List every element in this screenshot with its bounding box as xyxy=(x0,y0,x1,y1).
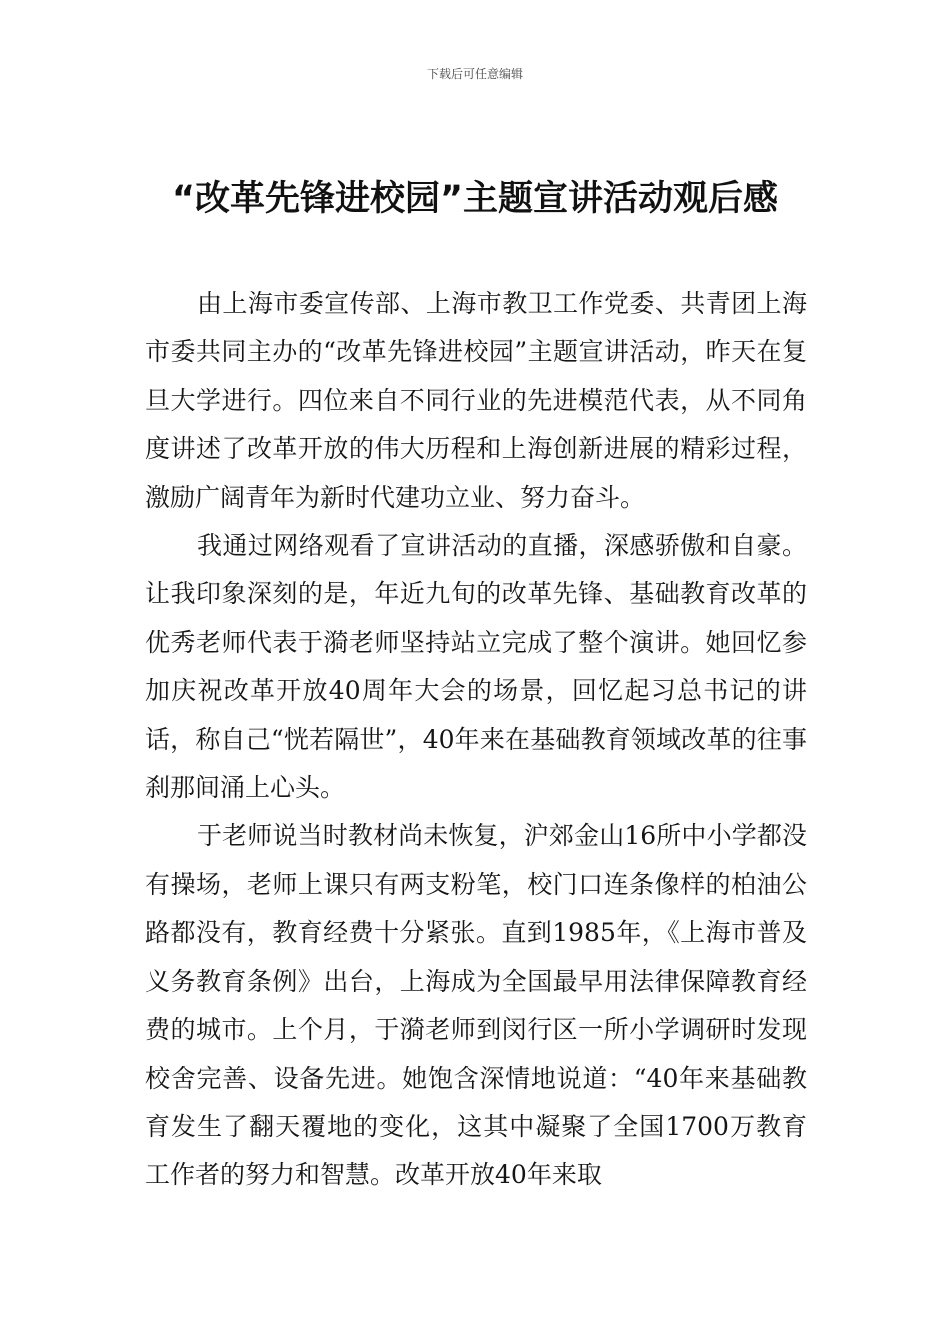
paragraph-1: 由上海市委宣传部、上海市教卫工作党委、共青团上海市委共同主办的“改革先锋进校园”主题宣讲活动，昨天在复旦大学进行。四位来自不同行业的先进模范代表，从不同角度讲述了改革开放的伟大历程和上海创新进展的精彩过程，激励广阔青年为新时代建功立业、努力奋斗。 xyxy=(145,289,807,512)
document-title: “改革先锋进校园”主题宣讲活动观后感 xyxy=(171,179,778,219)
paragraph-2: 我通过网络观看了宣讲活动的直播，深感骄傲和自豪。让我印象深刻的是，年近九旬的改革先锋、基础教育改革的优秀老师代表于漪老师坚持站立完成了整个演讲。她回忆参加庆祝改革开放40周年大会的场景，回忆起习总书记的讲话，称自己“恍若隔世”，40年来在基础教育领域改革的往事刹那间涌上心头。 xyxy=(145,531,807,803)
header-note: 下载后可任意编辑 xyxy=(426,67,523,81)
document-body xyxy=(145,280,807,1200)
paragraph-3: 于老师说当时教材尚未恢复，沪郊金山16所中小学都没有操场，老师上课只有两支粉笔，校门口连条像样的柏油公路都没有，教育经费十分紧张。直到1985年，《上海市普及义务教育条例》出台，上海成为全国最早用法律保障教育经费的城市。上个月，于漪老师到闵行区一所小学调研时发现校舍完善、设备先进。她饱含深情地说道：“40年来基础教育发生了翻天覆地的变化，这其中凝聚了全国1700万教育工作者的努力和智慧。改革开放40年来取 xyxy=(145,821,807,1190)
